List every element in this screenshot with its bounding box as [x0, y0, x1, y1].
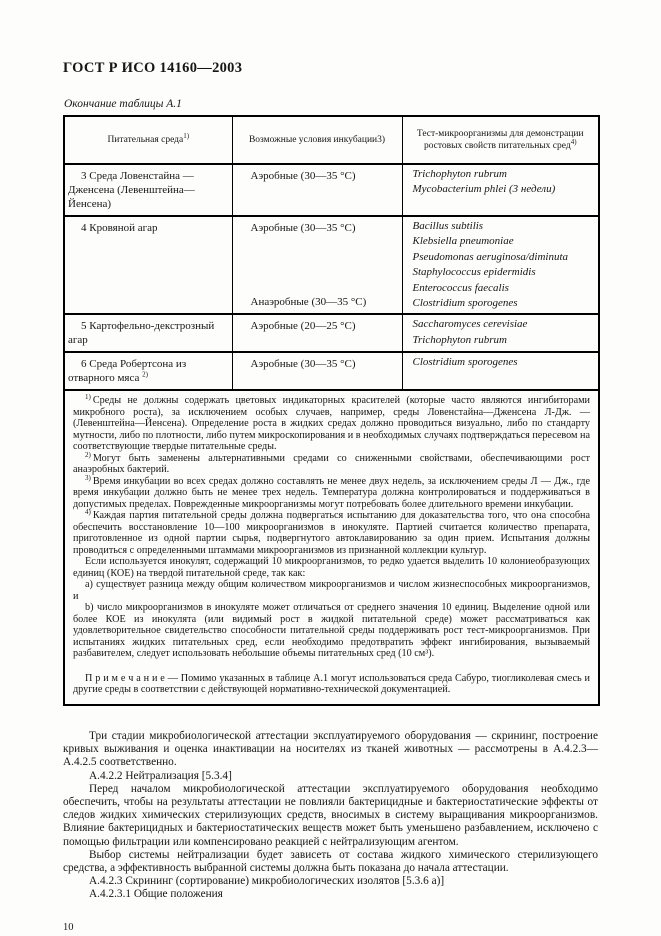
culture-media-table — [63, 115, 600, 706]
footnote-4-continued: Если используется инокулят, содержащий 10 микроорганизмов, то редко удается выделить 10 колониеобразующих единиц (КОЕ) на твердой питательной среде, так как: — [73, 556, 590, 579]
conditions-cell: Аэробные (30—35 °С) Анаэробные (30—35 °С) — [232, 216, 402, 314]
table-row — [64, 314, 599, 352]
organisms-cell: Trichophyton rubrum Mycobacterium phlei (3 недели) — [402, 164, 599, 216]
heading-a423: А.4.2.3 Скрининг (сортирование) микробиологических изолятов [5.3.6 а)] — [89, 875, 445, 888]
heading-a422: А.4.2.2 Нейтрализация [5.3.4] — [89, 769, 232, 782]
media-cell: 3 Среда Ловенстайна — Дженсена (Левенштейна—Йенсена) — [64, 164, 232, 216]
footnote-ref-1: 1) — [183, 131, 190, 140]
paragraph-stages: Три стадии микробиологической аттестации эксплуатируемого оборудования — скрининг, построение кривых выживания и оценка инактивации на носителях из тканей животных — рассмотрены в А.4.2.3—А.4.2.5 соответственно. — [63, 729, 598, 769]
conditions-cell: Аэробные (30—35 °С) — [232, 352, 402, 390]
table-note: П р и м е ч а н и е — Помимо указанных в таблице А.1 могут использоваться среда Сабуро, тиогликолевая смесь и другие среды в соответствии с действующей нормативно-технической документацией. — [73, 672, 590, 696]
footnote-ref-2: 2) — [142, 370, 148, 379]
organisms-cell: Clostridium sporogenes — [402, 352, 599, 390]
footnote-4: $^{4)}$ Каждая партия питательной среды должна подвергаться испытанию для доказательства того, что она способна обеспечить восстановление 10—100 микроорганизмов в инокуляте. Партией считается количество препарата, приготовленное из одной партии сырья, подвергнутого автоклавированию за один прием. Испытания должны проводиться с определенными штаммами микроорганизмов из признанной коллекции культур. — [73, 508, 590, 556]
page-number: 10 — [63, 921, 74, 933]
table-header-row — [64, 116, 599, 164]
media-cell: 6 Среда Робертсона из отварного мяса $^{2)}$ — [64, 352, 232, 390]
footnote-1: $^{1)}$ Среды не должны содержать цветовых индикаторных красителей (которые часто являются ингибиторами микробного роста), за исключением особых случаев, например, среды Ловенстайна—Дженсена Л-Дж. — (Левенштейна—Йенсена). Определение роста в жидких средах должно проводиться визуально, либо по стандарту мутности, либо по плотности, либо путем микроскопирования и в необходимых случаях подтверждаться пересевом на соответствующие твердые питательные среды. — [73, 393, 590, 453]
conditions-cell: Аэробные (30—35 °С) — [232, 164, 402, 216]
paragraph-neutralization: Перед началом микробиологической аттестации эксплуатируемого оборудования необходимо обеспечить, чтобы на результаты аттестации не повлияли бактерицидные и бактериостатические эффекты от следов жидких химических стерилизующих средств, вносимых в систему выращивания микроорганизмов. Влияние бактерицидных и бактериостатических веществ может быть уменьшено разбавлением, исключено с помощью фильтрации или компенсировано реакцией с нейтрализующим агентом. — [63, 782, 598, 848]
media-cell: 5 Картофельно-декстрозный агар — [64, 314, 232, 352]
document-title: ГОСТ Р ИСО 14160—2003 — [63, 60, 243, 76]
table-row — [64, 164, 599, 216]
body-text — [63, 730, 598, 902]
table-caption: Окончание таблицы А.1 — [64, 98, 182, 110]
footnotes-cell — [64, 390, 599, 705]
conditions-cell: Аэробные (20—25 °С) — [232, 314, 402, 352]
footnote-2: $^{2)}$ Могут быть заменены альтернативными средами со сниженными свойствами, обеспечивающими рост анаэробных бактерий. — [73, 450, 590, 476]
organisms-cell: Saccharomyces cerevisiae Trichophyton rubrum — [402, 314, 599, 352]
footnote-3: $^{3)}$ Время инкубации во всех средах должно составлять не менее двух недель, за исключением среды Л — Дж., где время инкубации должно быть не менее трех недель. Температура должна контролироваться и поддерживаться в допустимых пределах. Поврежденные микроорганизмы могут потребовать более длительного времени инкубации. — [73, 473, 590, 510]
footnotes-row — [64, 390, 599, 705]
table-row — [64, 352, 599, 390]
organisms-cell: Bacillus subtilis Klebsiella pneumoniae Pseudomonas aeruginosa/diminuta Staphylococcus epidermidis Enterococcus faecalis Clostridium sporogenes — [402, 216, 599, 314]
media-cell: 4 Кровяной агар — [64, 216, 232, 314]
footnote-4-item-a: а) существует разница между общим количеством микроорганизмов и числом жизнеспособных микроорганизмов, и — [73, 579, 590, 602]
column-header-organisms: Тест-микроорганизмы для демонстрации ростовых свойств питательных сред$^{4)}$ — [402, 116, 599, 164]
footnote-4-item-b: b) число микроорганизмов в инокуляте может отличаться от среднего значения 10 единиц. Выделение одной или более КОЕ из инокулята (или видимый рост в жидкой питательной среде) может рассматриваться как удовлетворительное свидетельство способности питательной среды поддерживать рост тест-микроорганизмов. При испытаниях жидких питательных сред, если необходимо предотвратить эффект ингибирования, вызываемый разбавителем, следует использовать небольшие объемы питательных сред (10 см³). — [73, 602, 590, 660]
heading-a4231: А.4.2.3.1 Общие положения — [89, 888, 223, 901]
table-row — [64, 216, 599, 314]
column-header-conditions: Возможные условия инкубации3) — [232, 116, 402, 164]
column-header-media: Питательная среда$^{1)}$ — [64, 116, 232, 164]
paragraph-system-choice: Выбор системы нейтрализации будет зависеть от состава жидкого химического стерилизующего средства, а эффективность выбранной системы должна быть показана до начала аттестации. — [63, 848, 598, 874]
footnote-ref-4: 4) — [570, 137, 577, 146]
